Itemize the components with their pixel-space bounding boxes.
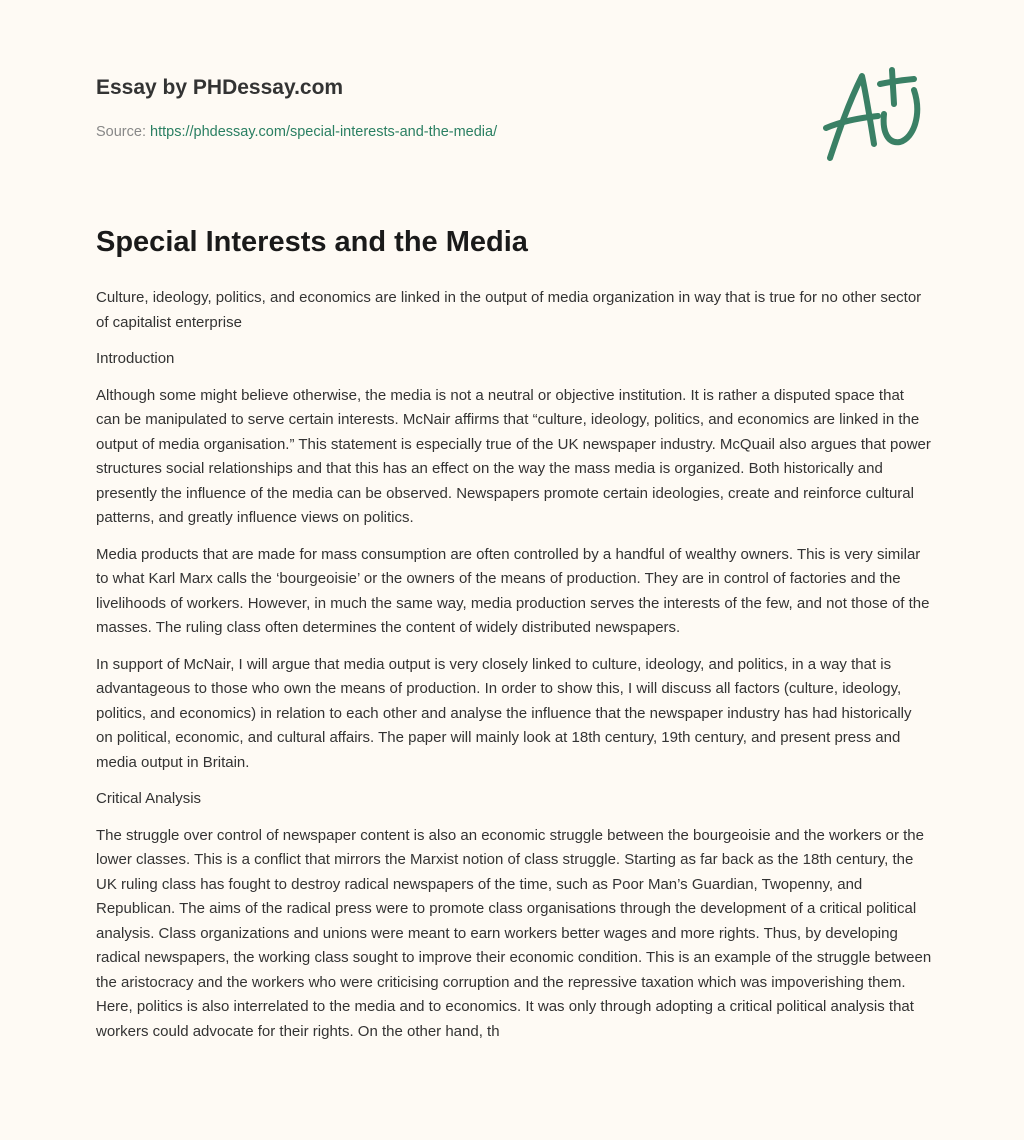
- paragraph: The struggle over control of newspaper content is also an economic struggle between the bourgeoisie and the workers or the lower classes. This is a conflict that mirrors the Marxist notion of class struggle. Starting as far back as the 18th century, the UK ruling class has fought to destroy radical newspapers of the time, such as Poor Man’s Guardian, Twopenny, and Republican. The aims of the radical press were to promote class organisations through the development of a critical political analysis. Class organizations and unions were meant to earn workers better wages and more rights. Thus, by developing radical newspapers, the working class sought to improve their economic condition. This is an example of the struggle between the aristocracy and the workers who were criticising corruption and the repressive taxation which was impoverishing them. Here, politics is also interrelated to the media and to economics. It was only through adopting a critical political analysis that workers could advocate for their rights. On the other hand, th: [96, 826, 932, 1040]
- paragraph-summary: Culture, ideology, politics, and economics are linked in the output of media organization in way that is true for no other sector of capitalist enterprise: [96, 289, 922, 331]
- paragraph: In support of McNair, I will argue that media output is very closely linked to culture, ideology, and politics, in a way that is advantageous to those who own the means of production. In order to show this, I will discuss all factors (culture, ideology, politics, and economics) in relation to each other and analyse the influence that the newspaper industry has had historically on political, economic, and cultural affairs. The paper will mainly look at 18th century, 19th century, and present press and media output in Britain.: [96, 655, 912, 771]
- section-heading-critical-analysis: Critical Analysis: [96, 790, 202, 807]
- source-link[interactable]: https://phdessay.com/special-interests-and-the-media/: [150, 124, 498, 140]
- paragraph: Media products that are made for mass consumption are often controlled by a handful of wealthy owners. This is very similar to what Karl Marx calls the ‘bourgeoisie’ or the owners of the means of production. They are in control of factories and the livelihoods of workers. However, in much the same way, media production serves the interests of the few, and not those of the masses. The ruling class often determines the content of widely distributed newspapers.: [96, 545, 930, 636]
- essay-body: [96, 286, 932, 1056]
- brand-title: Essay by PHDessay.com: [96, 76, 344, 99]
- section-heading-introduction: Introduction: [96, 350, 175, 367]
- source-line: [96, 124, 497, 140]
- source-label: Source:: [96, 124, 146, 140]
- a-plus-logo-icon: [818, 64, 930, 168]
- essay-title: Special Interests and the Media: [96, 226, 528, 258]
- paragraph: Although some might believe otherwise, the media is not a neutral or objective institution. It is rather a disputed space that can be manipulated to serve certain interests. McNair affirms that “culture, ideology, politics, and economics are linked in the output of media organisation.” This statement is especially true of the UK newspaper industry. McQuail also argues that power structures social relationships and that this has an effect on the way the mass media is organized. Both historically and presently the influence of the media can be observed. Newspapers promote certain ideologies, create and reinforce cultural patterns, and greatly influence views on politics.: [96, 386, 931, 526]
